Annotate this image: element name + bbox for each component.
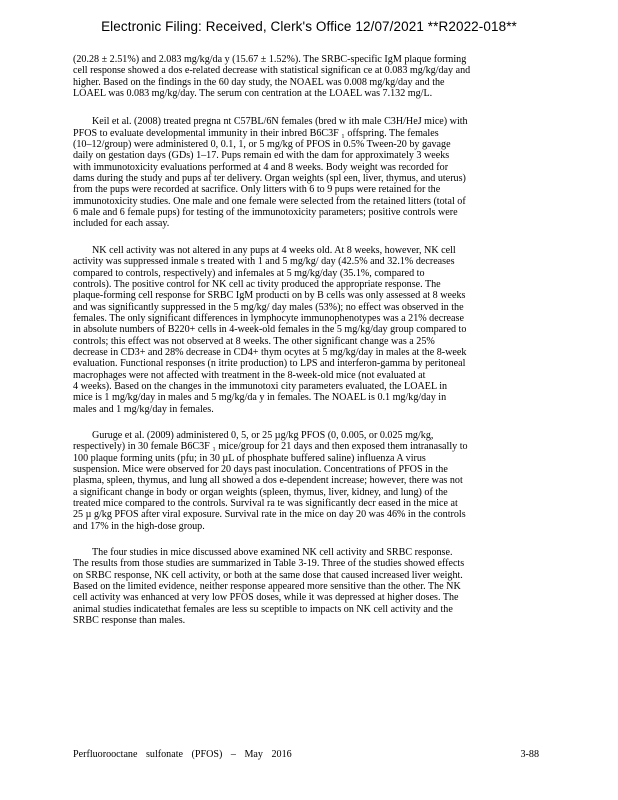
text-line: daily on gestation days (GDs) 1–17. Pups remain ed with the dam for approximately 3 weeks — [73, 150, 450, 162]
text-line: dams during the study and pups af ter delivery. Organ weights (spl een, liver, thymus, and uterus) — [73, 173, 466, 185]
text-line: LOAEL was 0.083 mg/kg/day. The serum con centration at the LOAEL was 7.132 mg/L. — [73, 88, 433, 100]
paragraph-keil-2008 — [73, 116, 543, 229]
text-line: plaque-forming cell response for SRBC IgM producti on by B cells was only assessed at 8 weeks — [73, 290, 466, 302]
text-line: animal studies indicatethat females are less su sceptible to impacts on NK cell activity and the — [73, 603, 453, 615]
text-line: The results from those studies are summarized in Table 3-19. Three of the studies showed effects — [73, 558, 465, 570]
text-line: higher. Based on the findings in the 60 day study, the NOAEL was 0.008 mg/kg/day and the — [73, 76, 445, 88]
text-line: 6 male and 6 female pups) for testing of the immunotoxicity parameters; positive controls were — [73, 207, 458, 219]
text-line: (20.28 ± 2.51%) and 2.083 mg/kg/da y (15.67 ± 1.52%). The SRBC-specific IgM plaque forming — [73, 54, 467, 65]
text-line: (10–12/group) were administered 0, 0.1, 1, or 5 mg/kg of PFOS in 0.5% Tween-20 by gavage — [73, 139, 451, 151]
text-line: Based on the limited evidence, neither response appeared more sensitive than the other. The NK — [73, 581, 461, 593]
text-line: a significant change in body or organ weights (spleen, thymus, liver, kidney, and lung) of the — [73, 486, 448, 498]
document-body — [73, 54, 543, 641]
footer-page-number: 3-88 — [520, 749, 539, 760]
text-line: plasma, spleen, thymus, and lung all showed a dos e-dependent increase; however, there was not — [73, 475, 463, 487]
text-line: males and 1 mg/kg/day in females. — [73, 403, 214, 415]
paragraph-guruge-2009 — [73, 430, 543, 532]
text-line: controls). The positive control for NK cell ac tivity produced the appropriate response. The — [73, 278, 441, 290]
text-line: controls; this effect was not observed at 8 weeks. The other significant change was a 25% — [73, 335, 435, 347]
text-line: Keil et al. (2008) treated pregna nt C57BL/6N females (bred w ith male C3H/HeJ mice) with — [92, 116, 468, 128]
text-line: females. The only significant differences in lymphocyte immunophenotypes was a 21% decrease — [73, 312, 464, 324]
text-line: The four studies in mice discussed above examined NK cell activity and SRBC response. — [92, 547, 453, 559]
text-line: macrophages were not affected with treatment in the 8-week-old mice (not evaluated at — [73, 369, 426, 381]
text-line: compared to controls, respectively) and infemales at 5 mg/kg/day (35.1%, compared to — [73, 267, 425, 279]
text-line: mice is 1 mg/kg/day in males and 5 mg/kg/da y in females. The NOAEL is 0.1 mg/kg/day in — [73, 392, 447, 404]
paragraph-nk-cell-activity — [73, 245, 543, 415]
text-line: 4 weeks). Based on the changes in the immunotoxi city parameters evaluated, the LOAEL in — [73, 380, 448, 392]
text-line: activity was suppressed inmale s treated with 1 and 5 mg/kg/ day (42.5% and 32.1% decreases — [73, 256, 455, 268]
footer-document-name: Perfluorooctane sulfonate (PFOS) – May 2016 — [73, 749, 292, 760]
text-line: treated mice compared to the controls. Survival ra te was significantly decr eased in the mice at — [73, 498, 458, 510]
text-line: cell response showed a dos e-related decrease with statistical significan ce at 0.083 mg/kg/day and — [73, 65, 471, 77]
text-line: and was significantly suppressed in the 5 mg/kg/ day males (53%); no effect was observed in the — [73, 301, 464, 313]
text-line: PFOS to evaluate developmental immunity in their inbred B6C3F ₁ offspring. The females — [73, 127, 439, 139]
text-line: Guruge et al. (2009) administered 0, 5, or 25 µg/kg PFOS (0, 0.005, or 0.025 mg/kg, — [92, 429, 434, 441]
text-line: from the pups were recorded at sacrifice. Only litters with 6 to 9 pups were retained for the — [73, 184, 441, 196]
filing-stamp-header: Electronic Filing: Received, Clerk's Office 12/07/2021 **R2022-018** — [101, 19, 517, 34]
text-line: cell activity was enhanced at very low PFOS doses, while it was depressed at higher doses. The — [73, 592, 459, 604]
text-line: respectively) in 30 female B6C3F ₁ mice/group for 21 days and then exposed them intranasally to — [73, 441, 468, 453]
text-line: suspension. Mice were observed for 20 days past inoculation. Concentrations of PFOS in the — [73, 464, 448, 475]
text-line: immunotoxicity studies. One male and one female were selected from the retained litters (total of — [73, 195, 466, 207]
text-line: included for each assay. — [73, 218, 170, 230]
text-line: decrease in CD3+ and 28% decrease in CD4+ thym ocytes at 5 mg/kg/day in males at the 8-week — [73, 346, 467, 358]
text-line: NK cell activity was not altered in any pups at 4 weeks old. At 8 weeks, however, NK cell — [92, 244, 456, 256]
text-line: with immunotoxicity evaluations performed at 4 and 8 weeks. Body weight was recorded for — [73, 161, 449, 173]
text-line: in absolute numbers of B220+ cells in 4-week-old females in the 5 mg/kg/day group compared to — [73, 324, 467, 336]
text-line: 25 µ g/kg PFOS after viral exposure. Survival rate in the mice on day 20 was 46% in the controls — [73, 509, 466, 521]
text-line: 100 plaque forming units (pfu; in 30 µL of phosphate buffered saline) influenza A virus — [73, 452, 426, 464]
text-line: and 17% in the high-dose group. — [73, 520, 205, 532]
text-line: evaluation. Functional responses (n itrite production) to LPS and interferon-gamma by peritoneal — [73, 358, 466, 370]
text-line: on SRBC response, NK cell activity, or both at the same dose that caused increased liver weight. — [73, 569, 463, 581]
text-line: SRBC response than males. — [73, 615, 186, 627]
paragraph-summary-four-studies — [73, 547, 543, 626]
paragraph-loael-summary — [73, 54, 543, 99]
